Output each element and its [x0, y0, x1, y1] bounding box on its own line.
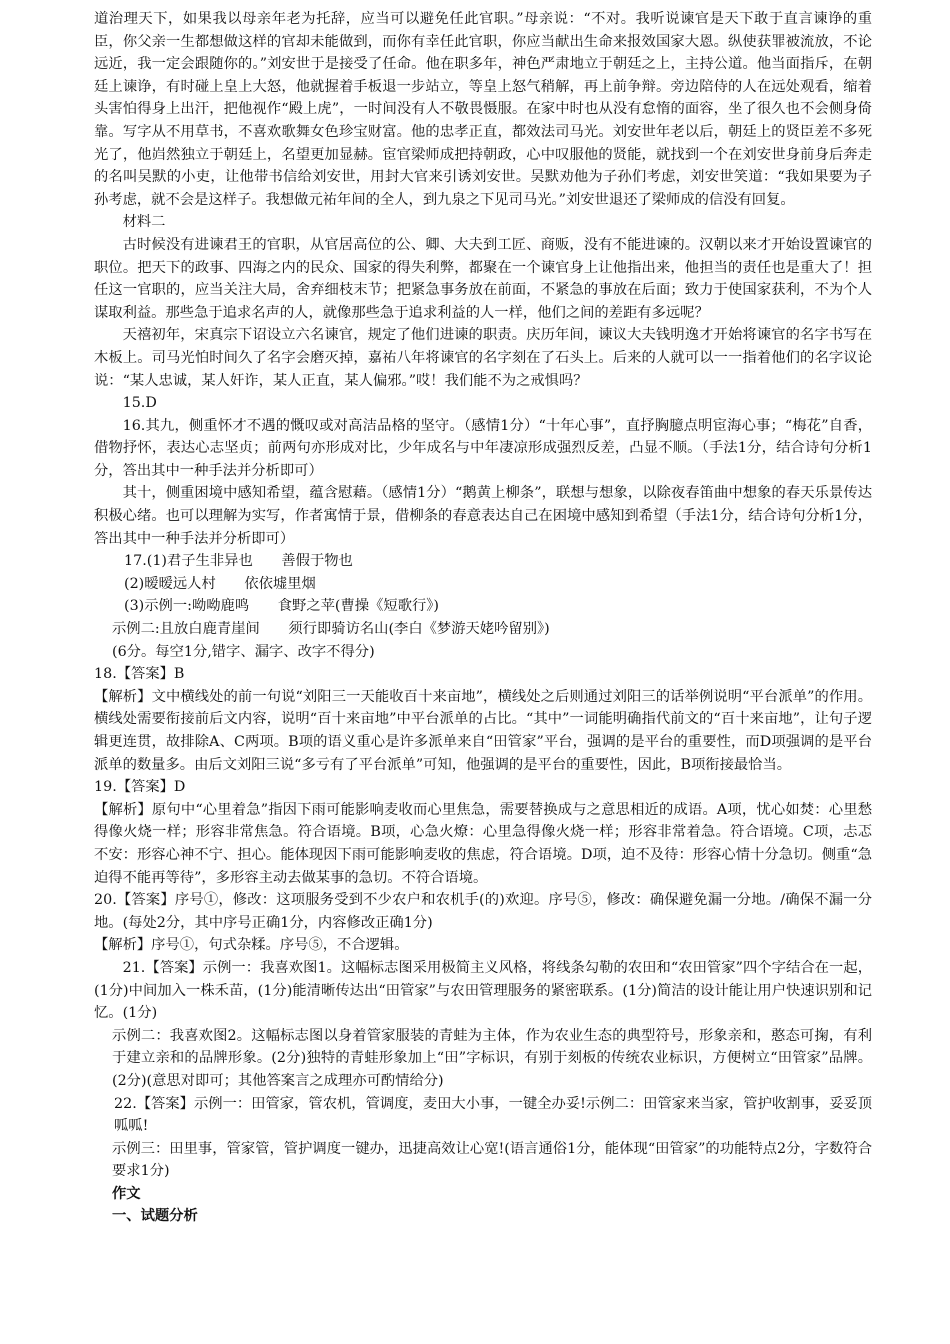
answer-19-analysis: 【解析】原句中“心里着急”指因下雨可能影响麦收而心里焦急，需要替换成与之意思相近的成语。A项，忧心如焚：心里愁得像火烧一样；形容非常焦急。符合语境。B项，心急火燎：心里急得像火烧一样；形容非常着急。符合语境。C项，忐忑不安：形容心神不宁、担心。能体现因下雨可能影响麦收的焦虑，符合语境。D项，迫不及待：形容心情十分急切。侧重“急迫得不能再等待”，多形容主动去做某事的急切。不符合语境。 [94, 801, 872, 886]
essay-section-heading: 一、试题分析 [112, 1208, 198, 1225]
answer-22: 22.【答案】示例一：田管家，管农机，管调度，麦田大小事，一键全办妥!示例二：田管家来当家，管护收割事，妥妥顶呱呱! [114, 1095, 872, 1135]
answer-21-example-two: 示例二：我喜欢图2。这幅标志图以身着管家服装的青蛙为主体，作为农业生态的典型符号，形象亲和，憨态可掬，有利于建立亲和的品牌形象。(2分)独特的青蛙形象加上“田”字标识，有别于刻板的传统农业标识，方便树立“田管家”品牌。(2分)(意思对即可；其他答案言之成理亦可酌情给分) [112, 1027, 872, 1089]
answer-20-analysis: 【解析】序号①，句式杂糅。序号⑤，不合逻辑。 [94, 937, 409, 954]
text-paragraph: 天禧初年，宋真宗下诏设立六名谏官，规定了他们进谏的职责。庆历年间，谏议大夫钱明逸才开始将谏官的名字书写在木板上。司马光怕时间久了名字会磨灭掉，嘉祐八年将谏官的名字刻在了石头上。后来的人就可以一一指着他们的名字议论说：“某人忠诚，某人奸诈，某人正直，某人偏邪。”哎！我们能不为之戒惧吗？ [94, 327, 872, 389]
answer-18-analysis: 【解析】文中横线处的前一句说“刘阳三一天能收百十来亩地”，横线处之后则通过刘阳三的话举例说明“平台派单”的作用。横线处需要衔接前后文内容，说明“百十来亩地”中平台派单的占比。“其中”一词能明确指代前文的“百十来亩地”，让句子逻辑更连贯，故排除A、C两项。B项的语义重心是许多派单来自“田管家”平台，强调的是平台的重要性，而D项强调的是平台派单的数量多。由后文刘阳三说“多亏有了平台派单”可知，他强调的是平台的重要性，因此，B项衔接最恰当。 [94, 688, 872, 773]
section-heading-material-two: 材料二 [122, 214, 166, 231]
text-passage-continued: 道治理天下，如果我以母亲年老为托辞，应当可以避免任此官职。”母亲说：“不对。我听说谏官是天下敢于直言谏诤的重臣，你父亲一生都想做这样的官却未能做到，而你有幸任此官职，你应当献出生命来报效国家大恩。纵使获罪被流放，不论远近，我一定会跟随你的。”刘安世于是接受了任命。他在职多年，神色严肃地立于朝廷之上，主持公道。他当面指斥，在朝廷上谏诤，有时碰上皇上大怒，他就握着手板退一步站立，等皇上怒气稍解，再上前争辩。旁边陪侍的人在远处观看，缩着头害怕得身上出汗，把他视作“殿上虎”，一时间没有人不敬畏慑服。在家中时也从没有怠惰的面容，坐了很久也不会侧身倚靠。写字从不用草书，不喜欢歌舞女色珍宝财富。他的忠孝正直，都效法司马光。刘安世年老以后，朝廷上的贤臣差不多死光了，他岿然独立于朝廷上，名望更加显赫。宦官梁师成把持朝政，心中叹服他的贤能，就找到一个在刘安世身前身后奔走的名叫吴默的小吏，让他带书信给刘安世，用封大官来引诱刘安世。吴默劝他为子孙们考虑，刘安世笑道：“我如果要为子孙考虑，就不会是这样子。我想做元祐年间的全人，到九泉之下见司马光。”刘安世退还了梁师成的信没有回复。 [94, 11, 872, 208]
answer-17-line-4: 示例二:且放白鹿青崖间 须行即骑访名山(李白《梦游天姥吟留别》) [112, 621, 550, 638]
answer-17-line-1: 17.(1)君子生非异也 善假于物也 [124, 553, 353, 570]
answer-17-line-2: (2)暧暧远人村 依依墟里烟 [124, 575, 316, 592]
answer-15: 15.D [122, 395, 157, 412]
answer-17-scoring: (6分。每空1分,错字、漏字、改字不得分) [112, 643, 375, 660]
answer-18-label: 18.【答案】B [94, 666, 185, 683]
answer-16: 16.其九，侧重怀才不遇的慨叹或对高洁品格的坚守。（感情1分）“十年心事”，直抒胸臆点明宦海心事；“梅花”自香，借物抒怀，表达心志坚贞；前两句亦形成对比，少年成名与中年凄凉形成强烈反差，凸显不顺。（手法1分，结合诗句分析1分，答出其中一种手法并分析即可） [94, 417, 872, 479]
answer-20: 20.【答案】序号①，修改：这项服务受到不少农户和农机手(的)欢迎。序号⑤，修改：确保避免漏一分地。/确保不漏一分地。(每处2分，其中序号正确1分，内容修改正确1分) [94, 892, 872, 931]
answer-19-label: 19.【答案】D [94, 779, 186, 796]
answer-16-part-two: 其十，侧重困境中感知希望，蕴含慰藉。（感情1分）“鹅黄上柳条”，联想与想象，以除夜春笛曲中想象的春天乐景传达积极心绪。也可以理解为实写，作者寓情于景，借柳条的春意表达自己在困境中感知到希望（手法1分，结合诗句分析1分，答出其中一种手法并分析即可） [94, 485, 872, 547]
answer-22-example-three: 示例三：田里事，管家管，管护调度一键办，迅捷高效让心宽!(语言通俗1分，能体现“田管家”的功能特点2分，字数符合要求1分) [112, 1140, 872, 1180]
answer-17-line-3: (3)示例一:呦呦鹿鸣 食野之苹(曹操《短歌行》) [124, 598, 440, 615]
essay-heading: 作文 [112, 1185, 141, 1202]
answer-21-example-one: 21.【答案】示例一：我喜欢图1。这幅标志图采用极简主义风格，将线条勾勒的农田和“农田管家”四个字结合在一起，(1分)中间加入一株禾苗，(1分)能清晰传达出“田管家”与农田管理服务的紧密联系。(1分)简洁的设计能让用户快速识别和记忆。(1分) [94, 959, 872, 1022]
text-paragraph: 古时候没有进谏君王的官职，从官居高位的公、卿、大夫到工匠、商贩，没有不能进谏的。汉朝以来才开始设置谏官的职位。把天下的政事、四海之内的民众、国家的得失利弊，都聚在一个谏官身上让他指出来，他担当的责任也是重大了！担任这一官职的，应当关注大局，舍弃细枝末节；把紧急事务放在前面，不紧急的事放在后面；致力于使国家获利，不为个人谋取利益。那些急于追求名声的人，就像那些急于追求利益的人一样，他们之间的差距有多远呢？ [94, 236, 872, 321]
